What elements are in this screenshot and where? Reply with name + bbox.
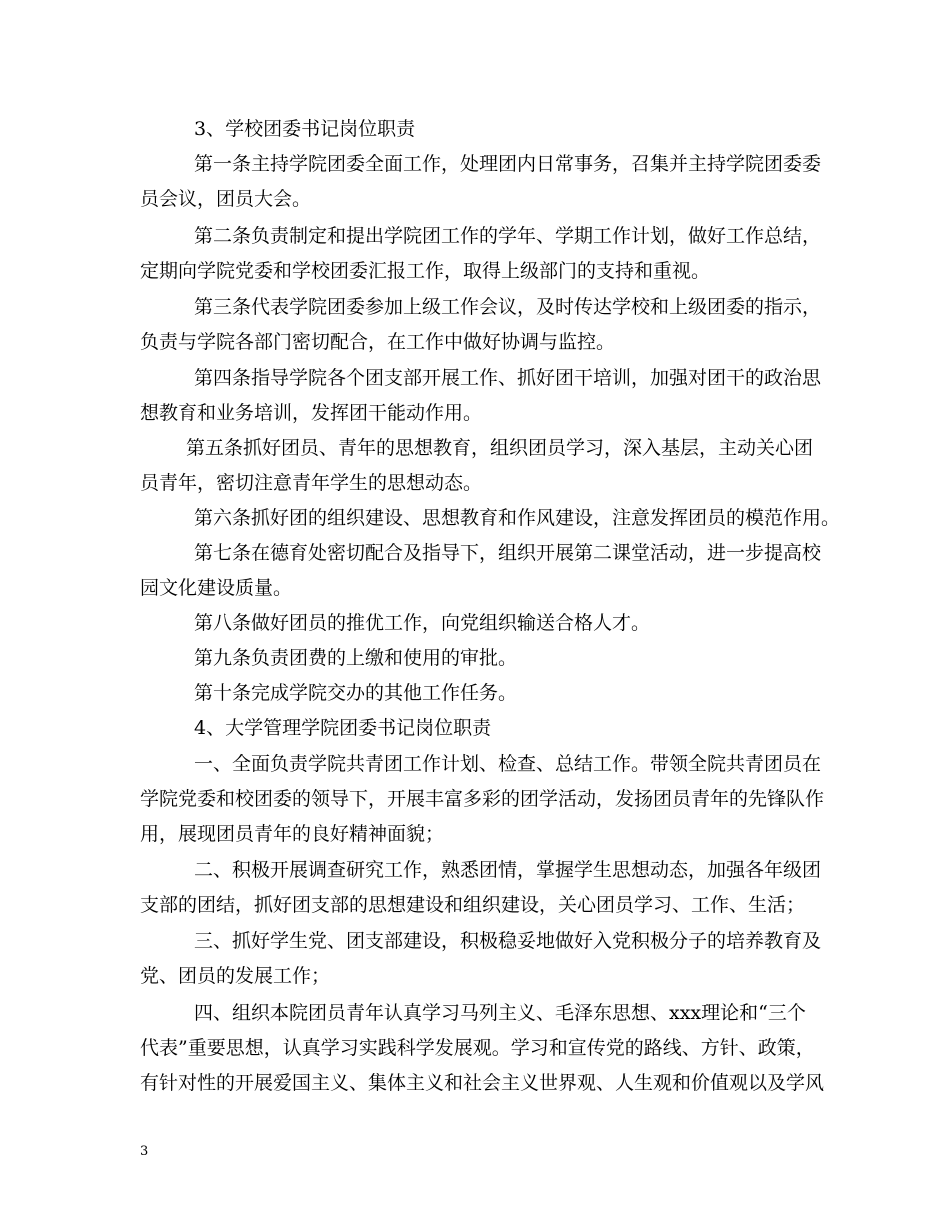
paragraph-line: 第七条在德育处密切配合及指导下，组织开展第二课堂活动，进一步提高校 (194, 542, 822, 564)
paragraph-line: 园文化建设质量。 (140, 577, 293, 599)
paragraph-line: 第十条完成学院交办的其他工作任务。 (194, 682, 518, 704)
paragraph-line: 员青年，密切注意青年学生的思想动态。 (140, 472, 483, 494)
paragraph-line: 学院党委和校团委的领导下，开展丰富多彩的团学活动，发扬团员青年的先锋队作 (140, 788, 825, 810)
paragraph-line: 有针对性的开展爱国主义、集体主义和社会主义世界观、人生观和价值观以及学风 (140, 1072, 825, 1094)
paragraph-line: 第九条负责团费的上缴和使用的审批。 (194, 647, 518, 669)
paragraph-line: 一、全面负责学院共青团工作计划、检查、总结工作。带领全院共青团员在 (194, 753, 822, 775)
paragraph-line: 定期向学院党委和学校团委汇报工作，取得上级部门的支持和重视。 (140, 260, 711, 282)
paragraph-line: 第一条主持学院团委全面工作，处理团内日常事务，召集并主持学院团委委 (194, 153, 822, 175)
section-heading: 4、大学管理学院团委书记岗位职责 (194, 717, 492, 739)
paragraph-line: 负责与学院各部门密切配合，在工作中做好协调与监控。 (140, 331, 616, 353)
paragraph-line: 用，展现团员青年的良好精神面貌； (140, 823, 445, 845)
section-heading: 3、学校团委书记岗位职责 (194, 118, 416, 140)
paragraph-line: 第五条抓好团员、青年的思想教育，组织团员学习，深入基层，主动关心团 (186, 437, 814, 459)
paragraph-line: 想教育和业务培训，发挥团干能动作用。 (140, 402, 483, 424)
page-number: 3 (140, 1144, 149, 1159)
paragraph-line: 支部的团结，抓好团支部的思想建设和组织建设，关心团员学习、工作、生活； (140, 894, 806, 916)
paragraph-line: 第二条负责制定和提出学院团工作的学年、学期工作计划，做好工作总结， (194, 225, 822, 247)
paragraph-line: 代表”重要思想，认真学习实践科学发展观。学习和宣传党的路线、方针、政策， (140, 1037, 815, 1059)
paragraph-line: 二、积极开展调查研究工作，熟悉团情，掌握学生思想动态，加强各年级团 (194, 859, 822, 881)
paragraph-line: 员会议，团员大会。 (140, 188, 312, 210)
paragraph-line: 第八条做好团员的推优工作，向党组织输送合格人才。 (194, 612, 651, 634)
paragraph-line: 第六条抓好团的组织建设、思想教育和作风建设，注意发挥团员的模范作用。 (194, 507, 841, 529)
paragraph-line: 第四条指导学院各个团支部开展工作、抓好团干培训，加强对团干的政治思 (194, 367, 822, 389)
paragraph-line: 三、抓好学生党、团支部建设，积极稳妥地做好入党积极分子的培养教育及 (194, 930, 822, 952)
paragraph-line: 第三条代表学院团委参加上级工作会议，及时传达学校和上级团委的指示， (194, 296, 822, 318)
paragraph-line: 党、团员的发展工作； (140, 965, 331, 987)
paragraph-line: 四、组织本院团员青年认真学习马列主义、毛泽东思想、xxx理论和“三个 (194, 1002, 806, 1024)
